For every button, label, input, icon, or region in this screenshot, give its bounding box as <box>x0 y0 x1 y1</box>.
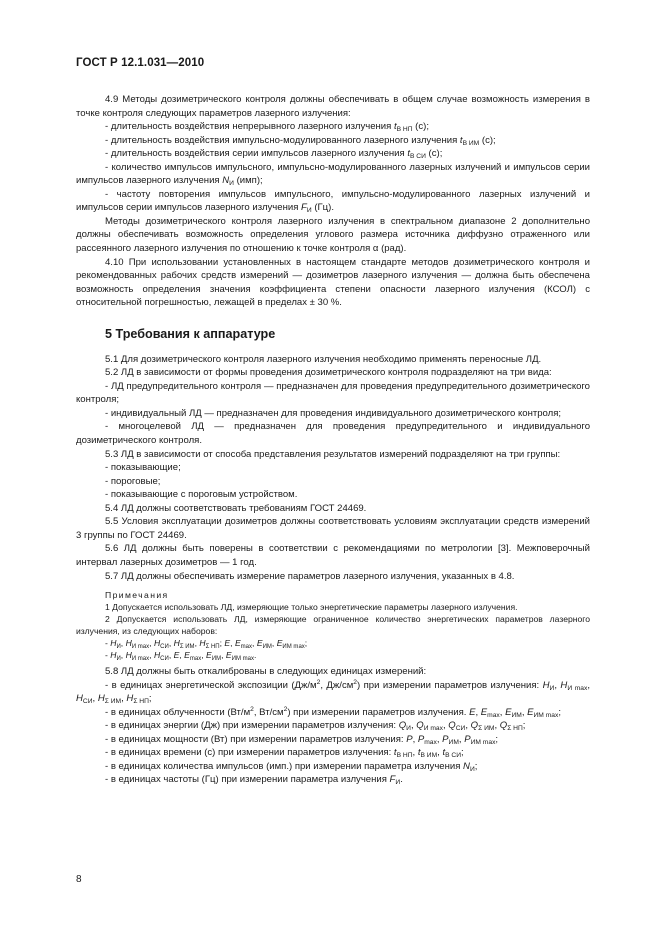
list-item: - в единицах энергетической экспозиции ($Дж/м^2$, $Дж/см^2$) при измерении параметров излучения: $H_И$, $H_{И max}$, $H_{СИ}$, $H_{\Sigma ИМ}$, $H_{\Sigma НП}$; <box>76 678 590 706</box>
list-item: - показывающие; <box>105 462 181 474</box>
note-1: 1 Допускается использовать ЛД, измеряющие только энергетические параметры лазерного излучения. <box>105 602 518 613</box>
paragraph-5-6: 5.6 ЛД должны быть поверены в соответствии с рекомендациями по метрологии [3]. Межповерочный интервал лазерных дозиметров — 1 год. <box>76 543 590 568</box>
paragraph-5-4: 5.4 ЛД должны соответствовать требованиям ГОСТ 24469. <box>105 502 367 514</box>
paragraph-5-1: 5.1 Для дозиметрического контроля лазерного излучения необходимо применять переносные ЛД. <box>105 353 542 365</box>
notes-title: Примечания <box>105 590 169 601</box>
list-item: - в единицах энергии (Дж) при измерении параметров излучения: $Q_И$, $Q_{И max}$, $Q_{СИ}$, $Q_{\Sigma ИМ}$, $Q_{\Sigma НП}$; <box>105 720 526 733</box>
note-formula-set: - $H_И$, $H_{И max}$, $H_{СИ}$, $H_{\Sigma ИМ}$, $H_{\Sigma НП}$; E, $E_{max}$, $E_{ИМ}$, $E_{ИМ max}$; <box>105 638 308 651</box>
paragraph-5-7: 5.7 ЛД должны обеспечивать измерение параметров лазерного излучения, указанных в 4.8. <box>105 570 515 582</box>
list-item: - в единицах времени (с) при измерении параметров излучения: $t_{В НП}$, $t_{В ИМ}$, $t_{В СИ}$; <box>105 747 464 760</box>
list-item: - в единицах облученности ($Вт/м^2$, $Вт/см^2$) при измерении параметров излучения. E, $E_{max}$, $E_{ИМ}$, $E_{ИМ max}$; <box>105 705 561 719</box>
paragraph-5-2: 5.2 ЛД в зависимости от формы проведения дозиметрического контроля подразделяют на три вида: <box>105 367 552 379</box>
paragraph-4-10: 4.10 При использовании установленных в настоящем стандарте методов дозиметрического контроля и рекомендованных рабочих средств измерений — дозиметров лазерного излучения — должна быть обеспечена возможность определения значения коэффициента степени опасности лазерного излучения (КСОЛ) с относительной погрешностью, лежащей в пределах ± 30 %. <box>76 256 590 309</box>
list-item: - длительность воздействия серии импульсов лазерного излучения $t_{В СИ}$ (с); <box>105 148 443 161</box>
paragraph-5-3: 5.3 ЛД в зависимости от способа представления результатов измерений подразделяют на три группы: <box>105 448 561 460</box>
note-2: 2 Допускается использовать ЛД, измеряющие ограниченное количество энергетических параметров лазерного излучения, из следующих наборов: <box>76 614 590 637</box>
list-item: - в единицах частоты (Гц) при измерении параметра излучения $F_И$. <box>105 774 403 787</box>
section-heading: 5 Требования к аппаратуре <box>105 326 276 341</box>
paragraph: Методы дозиметрического контроля лазерного излучения в спектральном диапазоне 2 дополнительно должны обеспечивать возможность определения углового размера источника диффузно отраженного или рассеянного лазерного излучения по отношению к точке контроля α (рад). <box>76 215 590 255</box>
page-number: 8 <box>76 874 82 885</box>
list-item: - количество импульсов импульсного, импульсно-модулированного лазерных излучений и импульсов серии импульсов лазерного излучения $N_И$ (имп); <box>76 161 590 188</box>
list-item: - частоту повторения импульсов импульсного, импульсно-модулированного лазерных излучений и импульсов серии импульсов лазерного излучения $F_И$ (Гц). <box>76 188 590 215</box>
list-item: - ЛД предупредительного контроля — предназначен для проведения предупредительного дозиметрического контроля; <box>76 380 590 406</box>
list-item: - в единицах мощности (Вт) при измерении параметров излучения: P, $P_{max}$, $P_{ИМ}$, $P_{ИМ max}$; <box>105 733 499 746</box>
document-body <box>76 93 590 787</box>
list-item: - многоцелевой ЛД — предназначен для проведения предупредительного и индивидуального дозиметрического контроля. <box>76 421 590 447</box>
list-item: - длительность воздействия непрерывного лазерного излучения $t_{В НП}$ (с); <box>105 121 429 134</box>
paragraph-5-8: 5.8 ЛД должны быть откалиброваны в следующих единицах измерений: <box>105 666 427 678</box>
list-item: - показывающие с пороговым устройством. <box>105 489 298 501</box>
note-formula-set: - $H_И$, $H_{И max}$, $H_{СИ}$, E, $E_{max}$, $E_{ИМ}$, $E_{ИМ max}$. <box>105 650 257 663</box>
page-header: ГОСТ Р 12.1.031—2010 <box>76 57 205 69</box>
list-item: - индивидуальный ЛД — предназначен для проведения индивидуального дозиметрического контроля; <box>105 407 562 419</box>
paragraph-4-9: 4.9 Методы дозиметрического контроля должны обеспечивать в общем случае возможность измерения в точке контроля следующих параметров лазерного излучения: <box>76 94 590 119</box>
list-item: - длительность воздействия импульсно-модулированного лазерного излучения $t_{В ИМ}$ (с); <box>105 134 496 147</box>
paragraph-5-5: 5.5 Условия эксплуатации дозиметров должны соответствовать условиям эксплуатации средств измерений 3 группы по ГОСТ 24469. <box>76 516 590 541</box>
list-item: - пороговые; <box>105 475 161 487</box>
list-item: - в единицах количества импульсов (имп.) при измерении параметра излучения $N_И$; <box>105 760 478 773</box>
